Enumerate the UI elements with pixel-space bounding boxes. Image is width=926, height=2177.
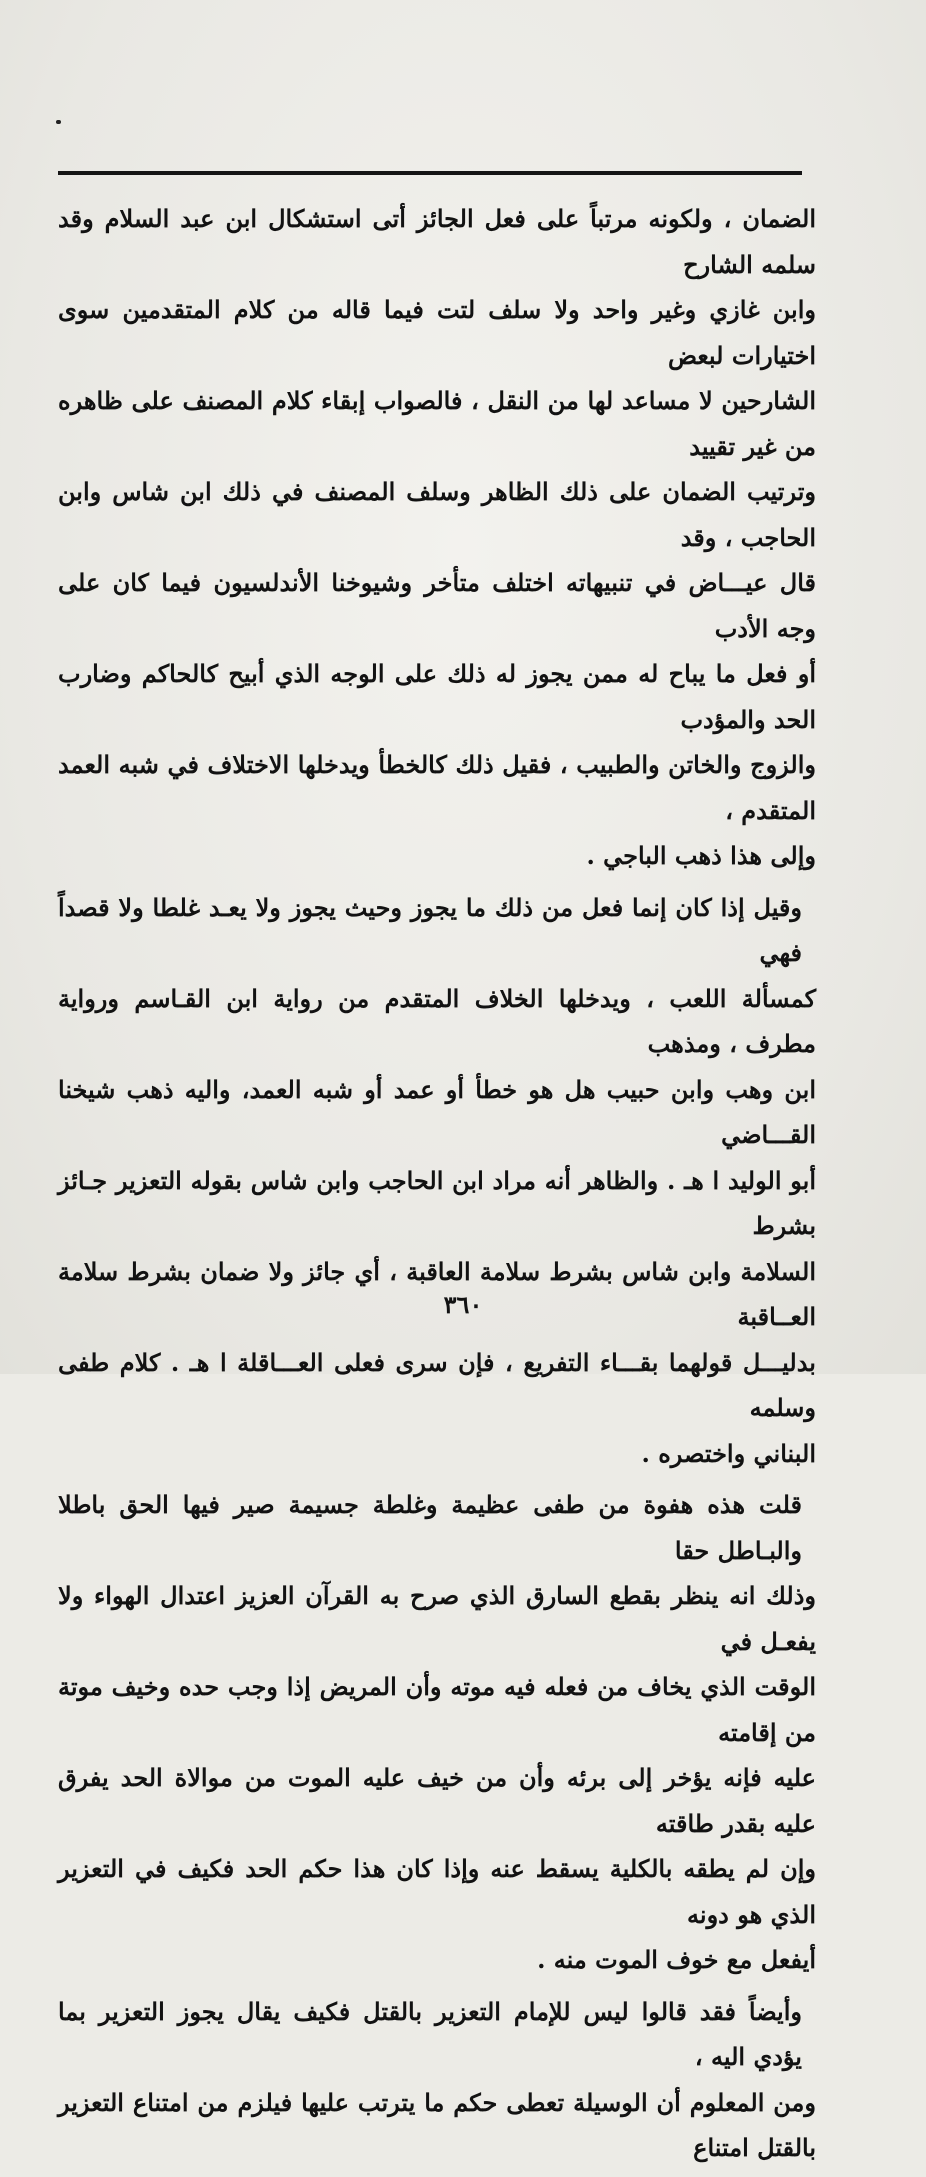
text-line: عليه فإنه يؤخر إلى برئه وأن من خيف عليه الموت من موالاة الحد يفرق عليه بقدر طاقته [58, 1763, 816, 1838]
text-line: وترتيب الضمان على ذلك الظاهر وسلف المصنف في ذلك ابن شاس وابن الحاجب ، وقد [58, 477, 816, 552]
text-line: ومن المعلوم أن الوسيلة تعطى حكم ما يترتب عليها فيلزم من امتناع التعزير بالقتل امتناع [58, 2087, 816, 2162]
header-rule [58, 171, 802, 175]
paragraph [58, 196, 816, 879]
text-line: الضمان ، ولكونه مرتباً على فعل الجائز أتى استشكال ابن عبد السلام وقد سلمه الشارح [58, 204, 816, 279]
text-line: وقيل إذا كان إنما فعل من ذلك ما يجوز وحيث يجوز ولا يعـد غلطا ولا قصداً فهي [58, 892, 802, 967]
body-text [58, 196, 816, 2177]
text-line: وإلى هذا ذهب الباجي . [586, 841, 816, 870]
text-line: كمسألة اللعب ، ويدخلها الخلاف المتقدم من رواية ابن القـاسم ورواية مطرف ، ومذهب [58, 983, 816, 1058]
text-line: قلت هذه هفوة من طفى عظيمة وغلطة جسيمة صير فيها الحق باطلا والبـاطل حقا [58, 1490, 802, 1565]
paragraph [58, 885, 816, 1477]
text-line: السلامة وابن شاس بشرط سلامة العاقبة ، أي جائز ولا ضمان بشرط سلامة العــاقبة [58, 1256, 816, 1331]
text-line: الوقت الذي يخاف من فعله فيه موته وأن المريض إذا وجب حده وخيف موتة من إقامته [58, 1672, 816, 1747]
text-line: وإن لم يطقه بالكلية يسقط عنه وإذا كان هذا حكم الحد فكيف في التعزير الذي هو دونه [58, 1854, 816, 1929]
ink-speck [56, 120, 61, 124]
text-line: البناني واختصره . [641, 1438, 816, 1468]
text-line: ابن وهب وابن حبيب هل هو خطأ أو عمد أو شبه العمد، واليه ذهب شيخنا القـــاضي [58, 1074, 816, 1149]
text-line: أيفعل مع خوف الموت منه . [537, 1945, 816, 1974]
text-line: وأيضاً فقد قالوا ليس للإمام التعزير بالقتل فكيف يقال يجوز التعزير بما يؤدي اليه ، [58, 1996, 802, 2071]
paragraph [58, 1482, 816, 1983]
text-line: قال عيـــاض في تنبيهاته اختلف متأخر وشيوخنا الأندلسيون فيما كان على وجه الأدب [58, 568, 816, 643]
text-line: الشارحين لا مساعد لها من النقل ، فالصواب إبقاء كلام المصنف على ظاهره من غير تقييد [58, 386, 816, 461]
text-line: بدليـــل قولهما بقـــاء التفريع ، فإن سرى فعلى العـــاقلة ا هـ . كلام طفى وسلمه [58, 1347, 816, 1422]
text-line: وذلك انه ينظر بقطع السارق الذي صرح به القرآن العزيز اعتدال الهواء ولا يفعـل في [58, 1581, 816, 1656]
page-number: ٣٦٠ [443, 1290, 483, 1319]
text-line: أو فعل ما يباح له ممن يجوز له ذلك على الوجه الذي أبيح كالحاكم وضارب الحد والمؤدب [58, 659, 816, 734]
text-line: والزوج والخاتن والطبيب ، فقيل ذلك كالخطأ ويدخلها الاختلاف في شبه العمد المتقدم ، [58, 750, 816, 825]
text-line: وابن غازي وغير واحد ولا سلف لتت فيما قاله من كلام المتقدمين سوى اختيارات لبعض [58, 295, 816, 370]
text-line: أبو الوليد ا هـ . والظاهر أنه مراد ابن الحاجب وابن شاس بقوله التعزير جـائز بشرط [58, 1165, 816, 1240]
paragraph [58, 1989, 816, 2171]
